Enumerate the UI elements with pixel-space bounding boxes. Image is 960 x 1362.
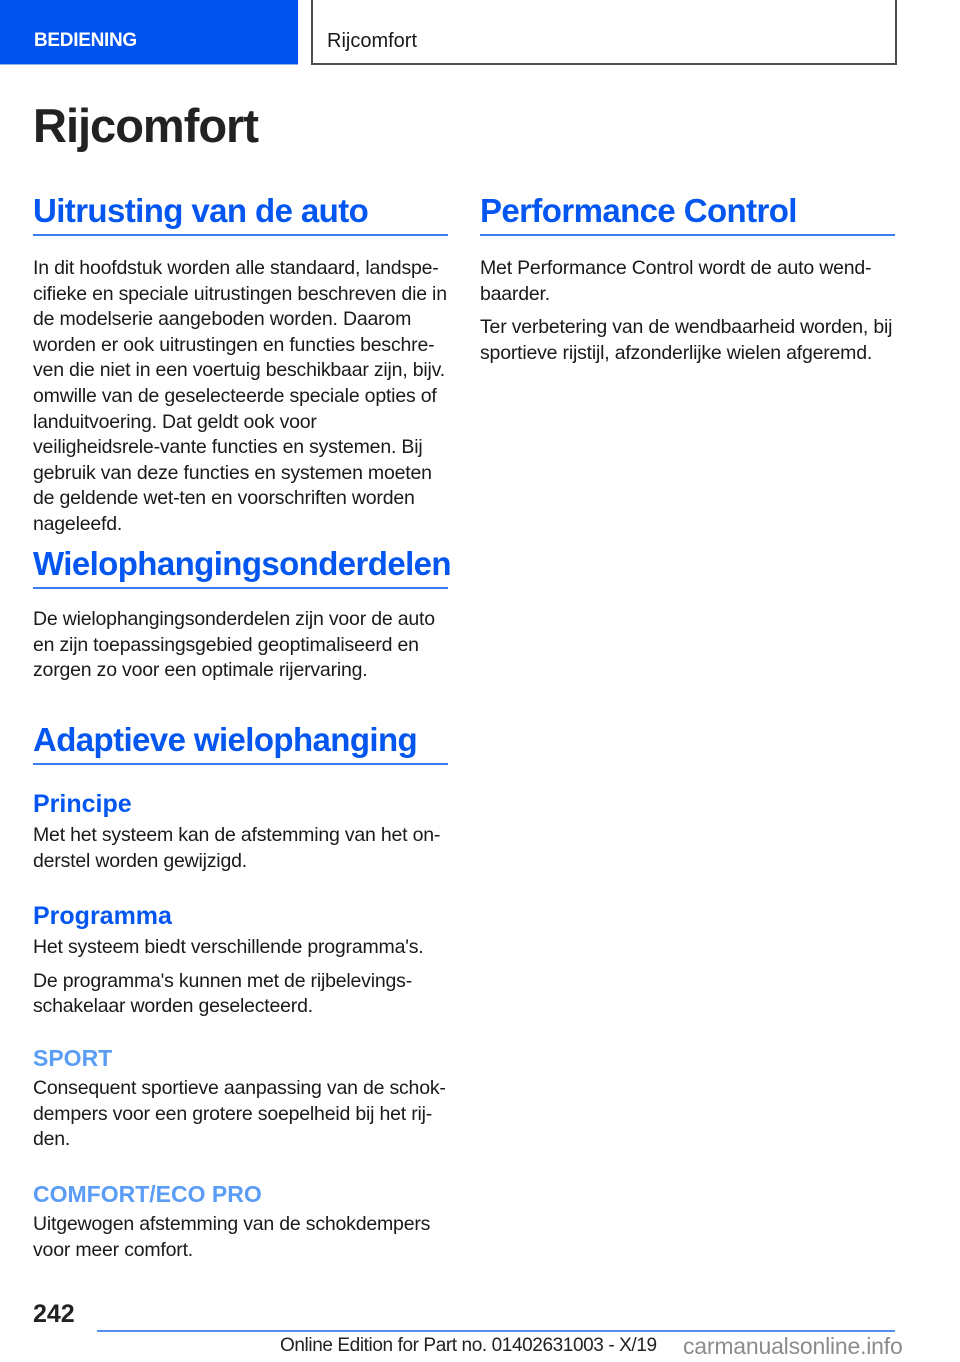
page-title: Rijcomfort [33,99,258,152]
footer-divider [97,1330,895,1332]
section-heading: Performance Control [480,192,895,236]
paragraph: Uitgewogen afstemming van de schokdempers voor meer comfort. [33,1213,431,1261]
subsection-comfort-eco-pro [33,1181,448,1263]
paragraph: De programma's kunnen met de rijbelevings-schakelaar worden geselecteerd. [33,969,413,1018]
section-performance-control [480,192,895,366]
subsection-principe [33,790,448,874]
paragraph: In dit hoofdstuk worden alle standaard, landspe-cifieke en speciale uitrustingen beschreven die in de modelserie aangeboden worden. Daarom worden er ook uitrustingen en functies beschre-ven die niet in een voertuig beschikbaar zijn, bijv. omwille van de geselecteerde speciale opties of landuitvoering. Dat geldt ook voor veiligheidsrele-vante functies en systemen. Bij gebruik van deze functies en systemen moeten de geldende wet-ten en voorschriften worden nageleefd. [33,257,447,535]
footer-watermark: carmanualsonline.info [683,1333,903,1359]
paragraph: Consequent sportieve aanpassing van de schok-dempers voor een grotere soepelheid bij het rij-den. [33,1077,446,1151]
subsection-sport [33,1045,448,1153]
subsection-heading: Programma [33,902,172,930]
section-heading: Adaptieve wielophanging [33,721,448,765]
section-adaptieve-wielophanging [33,721,448,765]
program-heading: COMFORT/ECO PRO [33,1181,262,1207]
header-section-label: BEDIENING [34,30,137,51]
section-wielophangingsonderdelen [33,545,451,684]
subsection-programma [33,902,448,1020]
section-uitrusting [33,192,448,538]
header-section-tab [0,0,298,65]
header-chapter-tab [311,0,897,65]
paragraph: Het systeem biedt verschillende programma's. [33,936,424,958]
paragraph: Ter verbetering van de wendbaarheid worden, bij sportieve rijstijl, afzonderlijke wielen afgeremd. [480,316,893,364]
section-heading: Uitrusting van de auto [33,192,448,236]
section-heading: Wielophangingsonderdelen [33,545,448,589]
paragraph: Met Performance Control wordt de auto wend-baarder. [480,257,872,305]
paragraph: Met het systeem kan de afstemming van het on-derstel worden gewijzigd. [33,824,441,872]
footer-edition-text: Online Edition for Part no. 01402631003 - X/19 [280,1335,657,1356]
subsection-heading: Principe [33,790,132,818]
page-number: 242 [33,1300,75,1328]
paragraph: De wielophangingsonderdelen zijn voor de auto en zijn toepassingsgebied geoptimaliseerd en zorgen zo voor een optimale rijervaring. [33,608,435,682]
program-heading: SPORT [33,1045,113,1071]
header-chapter-label: Rijcomfort [327,30,418,52]
